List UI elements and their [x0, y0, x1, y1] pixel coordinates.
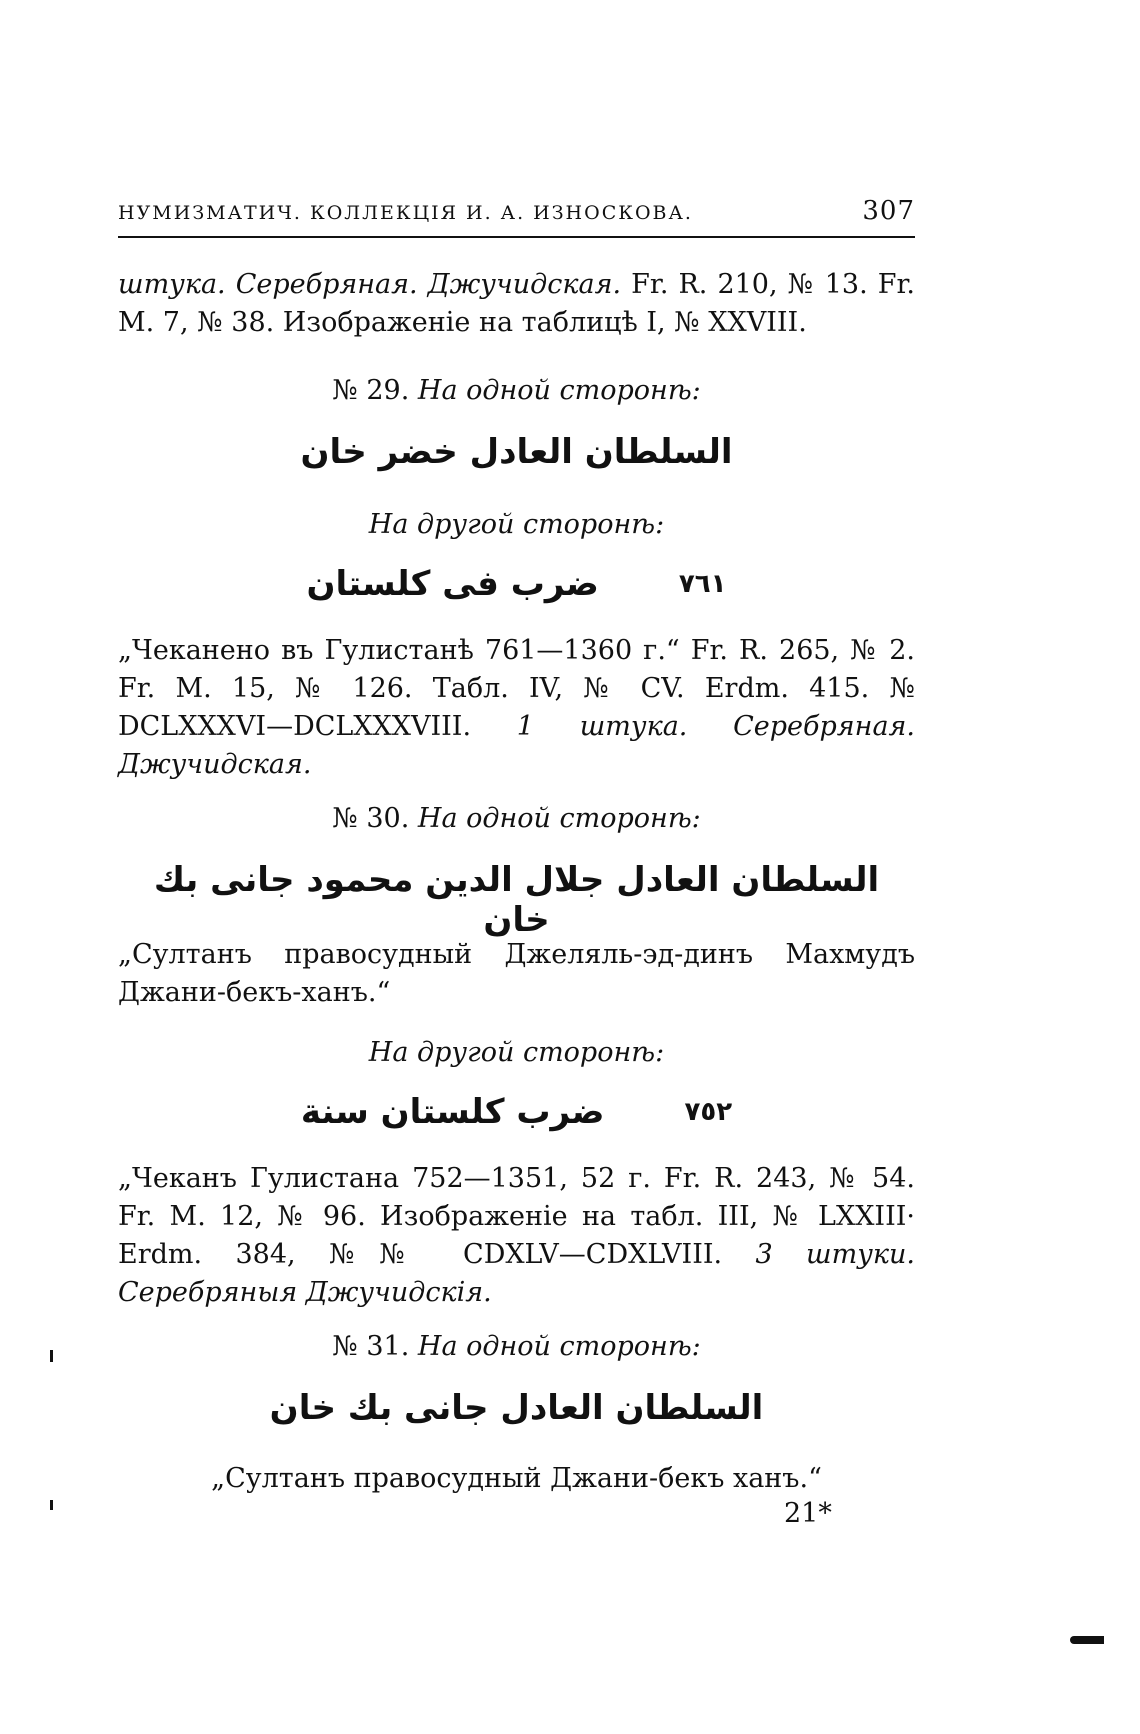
- entry-number: № 29.: [332, 375, 410, 406]
- side-label: На одной сторонѣ:: [417, 375, 701, 406]
- entry-number: № 30.: [332, 803, 410, 834]
- signature-mark: 21*: [784, 1498, 832, 1529]
- side-label: На одной сторонѣ:: [417, 1331, 701, 1362]
- body-text: Fr. R. 210, № 13. Fr. M. 7, № 38. Изображеніе на таблицѣ I, № XXVIII.: [118, 269, 916, 338]
- header-rule: [118, 236, 915, 238]
- body-text: „Чеканено въ Гулистанѣ 761—1360 г.“ Fr. R. 265, № 2. Fr. M. 15, № 126. Табл. IV, № CV. Erdm. 415. № DCLXXXVI—DCLXXXVIII.: [118, 635, 915, 742]
- side-label: На другой сторонѣ:: [368, 509, 665, 540]
- entry-30-description: [118, 1160, 915, 1312]
- running-header: [118, 196, 915, 226]
- entry-29-description: [118, 632, 915, 784]
- scan-artifact: [50, 1350, 53, 1362]
- paragraph-continuation: [118, 266, 915, 342]
- entry-29-heading: [118, 372, 915, 410]
- entry-number: № 31.: [332, 1331, 410, 1362]
- arabic-date: ٧٦١: [678, 569, 727, 599]
- entry-30-translation: „Султанъ правосудный Джеляль-эд-динъ Махмудъ Джани-бекъ-ханъ.“: [118, 939, 915, 1008]
- scan-artifact: [50, 1500, 53, 1510]
- entry-30-heading: [118, 800, 915, 838]
- arabic-legend: ضرب فی کلستان: [306, 564, 599, 604]
- arabic-mint-line: [118, 564, 915, 604]
- arabic-legend: ضرب کلستان سنة: [300, 1092, 605, 1132]
- side-label: На другой сторонѣ:: [368, 1037, 665, 1068]
- arabic-legend: السلطان العادل جانی بك خان: [269, 1388, 764, 1428]
- arabic-mint-line: [118, 1092, 915, 1132]
- arabic-date: ٧٥٢: [684, 1097, 733, 1127]
- body-text: „Чеканъ Гулистана 752—1351, 52 г. Fr. R. 243, № 54. Fr. M. 12, № 96. Изображеніе на табл. III, № LXXIII· Erdm. 384, №№ CDXLV—CDXLVIII.: [118, 1163, 915, 1270]
- arabic-legend: السلطان العادل خضر خان: [300, 432, 733, 472]
- italic-text: 3 штуки. Серебряныя Джучидскія.: [118, 1239, 915, 1308]
- arabic-legend: السلطان العادل جلال الدين محمود جانی بك خان: [153, 860, 880, 940]
- running-title: НУМИЗМАТИЧ. КОЛЛЕКЦІЯ И. А. ИЗНОСКОВА.: [118, 202, 693, 224]
- entry-31-heading: [118, 1328, 915, 1366]
- page-number: 307: [862, 196, 915, 226]
- entry-31-translation: „Султанъ правосудный Джани-бекъ ханъ.“: [211, 1463, 822, 1494]
- side-label: На одной сторонѣ:: [417, 803, 701, 834]
- italic-text: 1 штука. Серебряная. Джучидская.: [118, 711, 915, 780]
- scan-artifact: [1070, 1636, 1104, 1644]
- italic-text: штука. Серебряная. Джучидская.: [118, 269, 622, 300]
